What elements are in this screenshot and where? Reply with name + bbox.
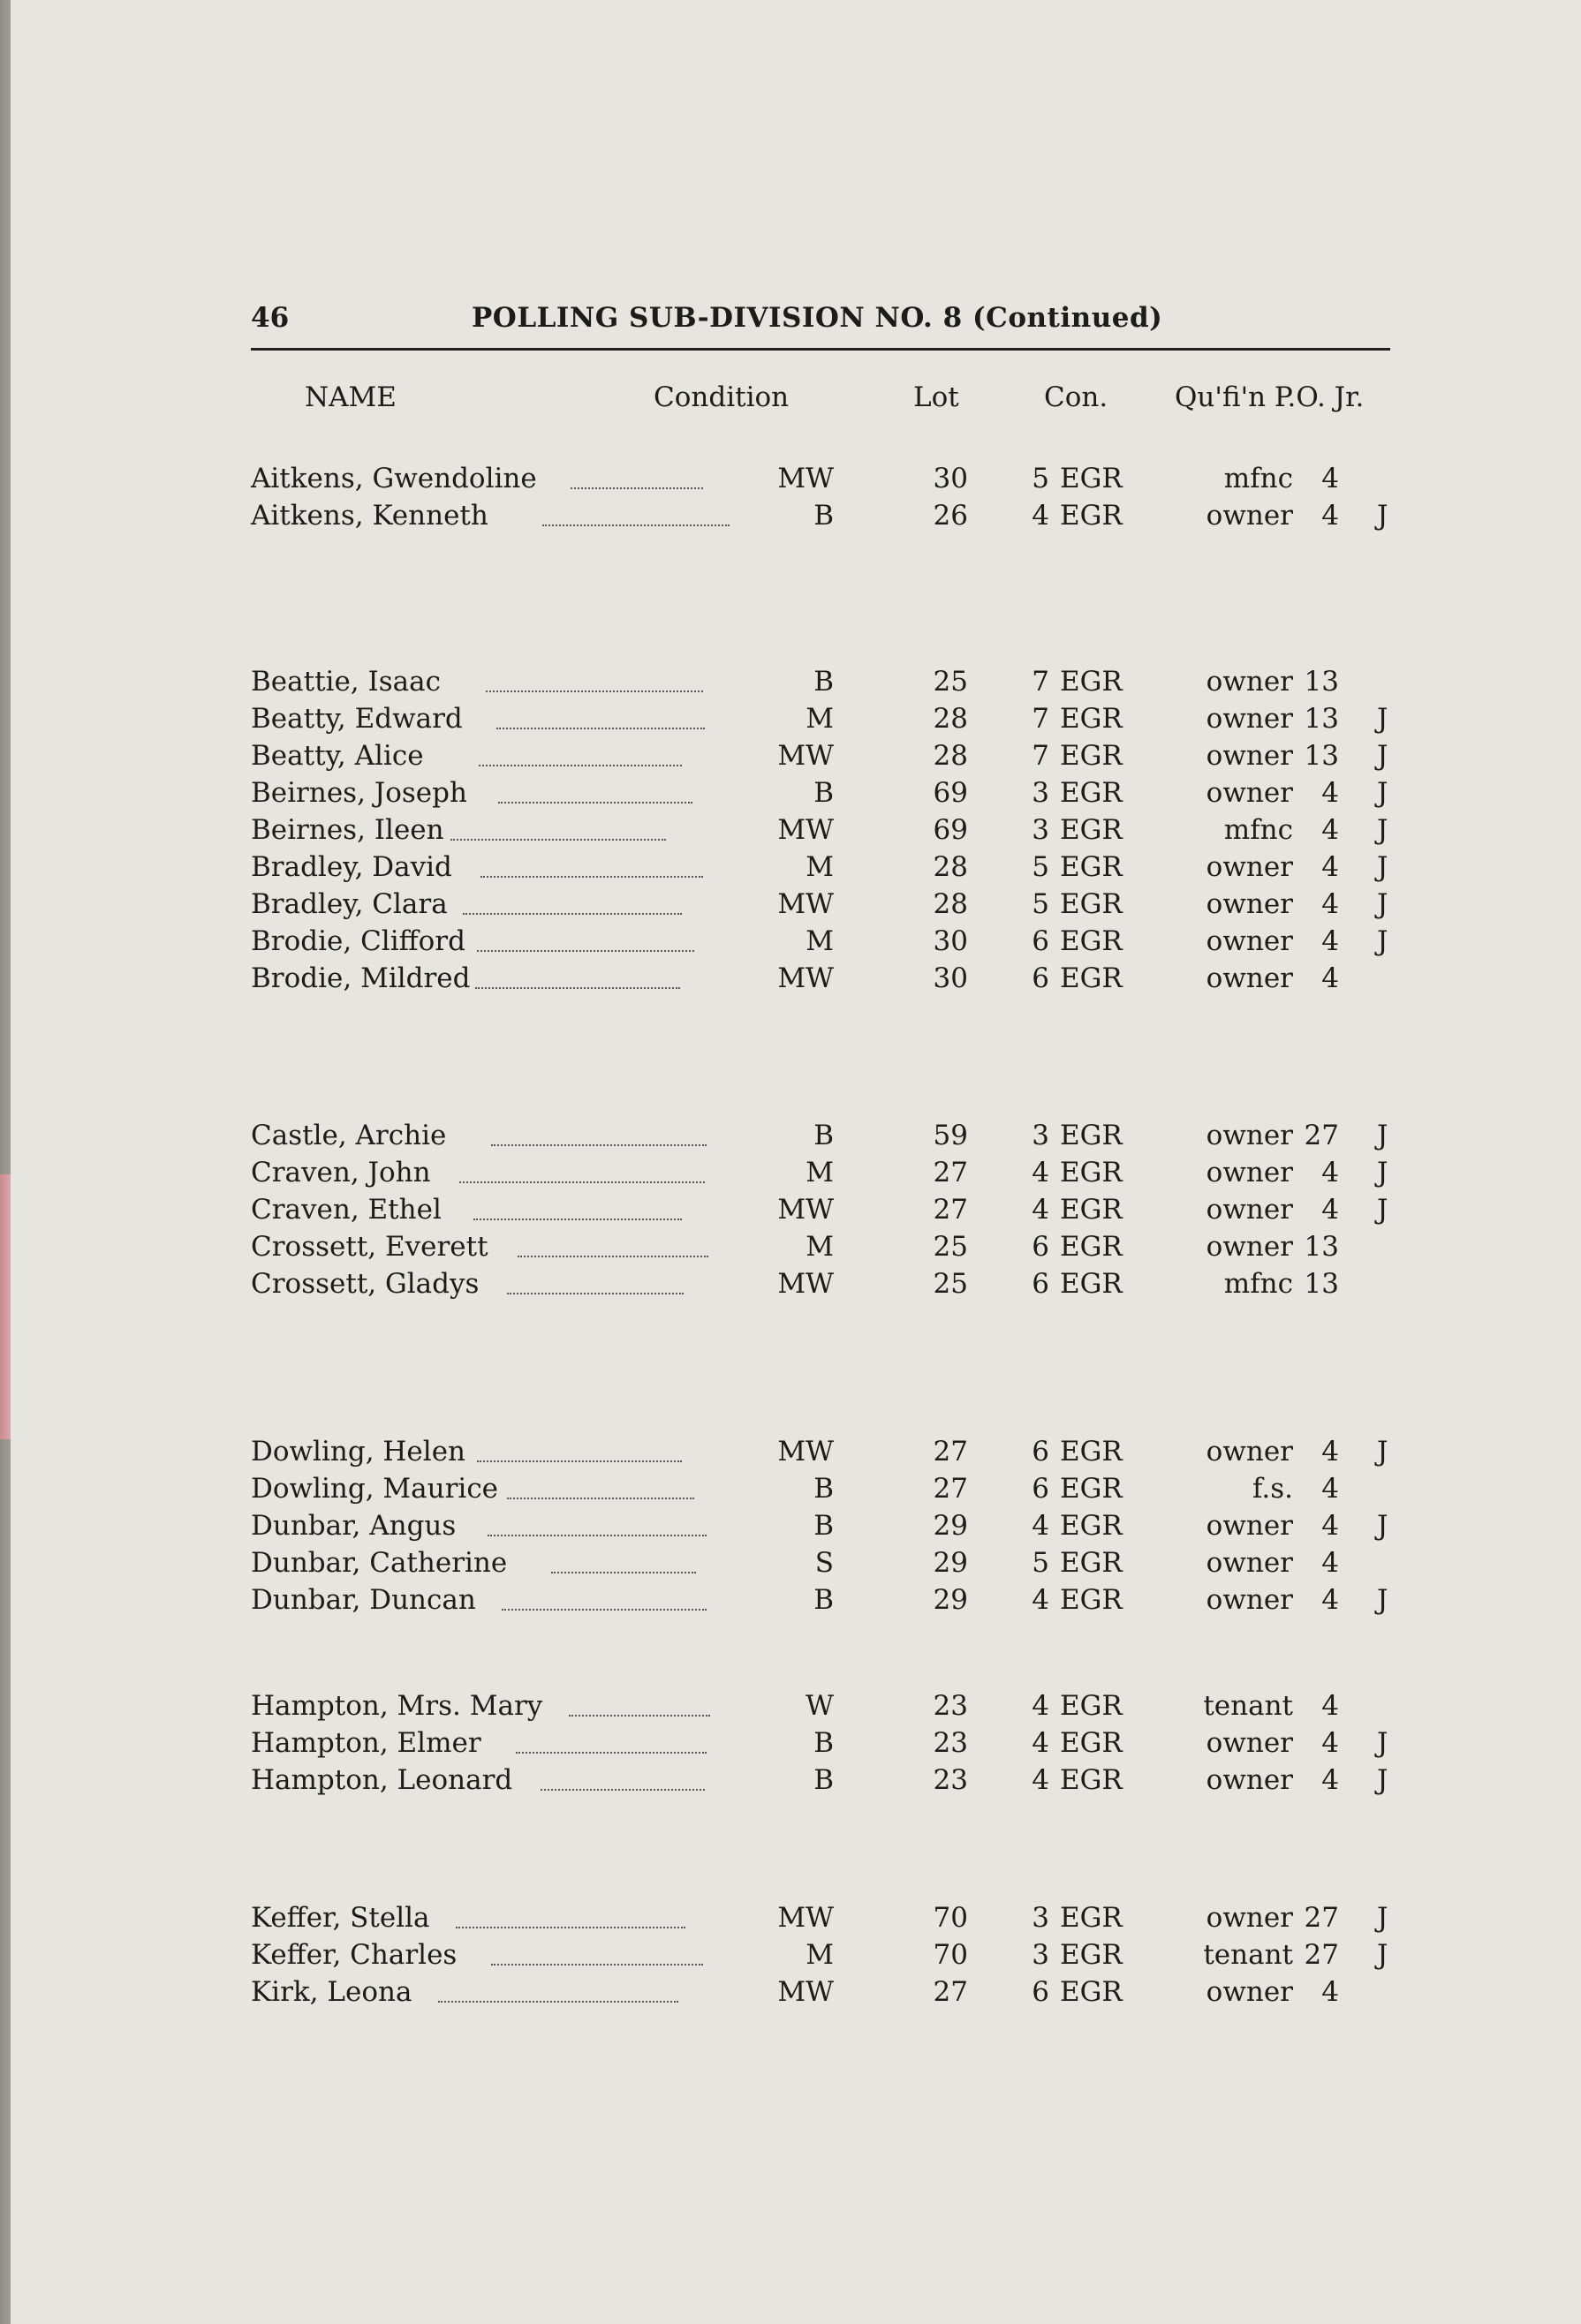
juror-cell: J (1377, 888, 1388, 920)
concession-number-cell: 6 (1032, 962, 1049, 994)
concession-number-cell: 4 (1032, 1690, 1049, 1722)
concession-cell: EGR (1060, 1727, 1123, 1759)
juror-cell: J (1377, 500, 1388, 532)
concession-number-cell: 6 (1032, 1976, 1049, 2008)
table-row (251, 1473, 1426, 1510)
table-row (251, 1690, 1426, 1727)
voter-name: Dowling, Maurice (251, 1473, 499, 1505)
table-row (251, 1436, 1426, 1473)
condition-cell: M (806, 703, 834, 735)
post-office-cell: 27 (1304, 1902, 1339, 1934)
condition-cell: B (813, 1584, 834, 1616)
lot-cell: 28 (933, 888, 968, 920)
condition-cell: B (813, 500, 834, 532)
table-row (251, 777, 1426, 814)
qualification-cell: owner (1206, 740, 1293, 772)
condition-cell: M (806, 1157, 834, 1188)
voter-name: Beatty, Edward (251, 703, 463, 735)
qualification-cell: tenant (1203, 1939, 1293, 1971)
lot-cell: 27 (933, 1976, 968, 2008)
concession-number-cell: 5 (1032, 888, 1049, 920)
juror-cell: J (1377, 1727, 1388, 1759)
table-row (251, 1194, 1426, 1231)
juror-cell: J (1377, 925, 1388, 957)
voter-name: Bradley, David (251, 851, 452, 883)
table-row (251, 925, 1426, 962)
table-row (251, 1268, 1426, 1305)
juror-cell: J (1377, 851, 1388, 883)
voter-name: Beattie, Isaac (251, 666, 441, 698)
dotted-leader (477, 950, 694, 952)
voter-name: Aitkens, Gwendoline (251, 463, 537, 494)
voter-name: Hampton, Mrs. Mary (251, 1690, 543, 1722)
lot-cell: 27 (933, 1194, 968, 1226)
lot-cell: 26 (933, 500, 968, 532)
juror-cell: J (1377, 1120, 1388, 1151)
table-row (251, 814, 1426, 851)
concession-cell: EGR (1060, 1902, 1123, 1934)
post-office-cell: 13 (1304, 666, 1339, 698)
concession-cell: EGR (1060, 814, 1123, 846)
juror-cell: J (1377, 1157, 1388, 1188)
lot-cell: 30 (933, 962, 968, 994)
juror-cell: J (1377, 1436, 1388, 1468)
condition-cell: B (813, 1727, 834, 1759)
lot-cell: 23 (933, 1764, 968, 1796)
table-row (251, 1231, 1426, 1268)
dotted-leader (518, 1256, 708, 1257)
qualification-cell: owner (1206, 1436, 1293, 1468)
qualification-cell: owner (1206, 1584, 1293, 1616)
qualification-cell: owner (1206, 962, 1293, 994)
condition-cell: M (806, 925, 834, 957)
voter-name: Dunbar, Duncan (251, 1584, 476, 1616)
condition-cell: B (813, 1120, 834, 1151)
post-office-cell: 4 (1321, 1976, 1339, 2008)
concession-cell: EGR (1060, 1547, 1123, 1579)
dotted-leader (502, 1609, 707, 1611)
voter-name: Beirnes, Joseph (251, 777, 467, 809)
dotted-leader (569, 1715, 710, 1717)
post-office-cell: 4 (1321, 463, 1339, 494)
condition-cell: B (813, 1764, 834, 1796)
condition-cell: B (813, 666, 834, 698)
qualification-cell: owner (1206, 666, 1293, 698)
condition-cell: MW (777, 1268, 834, 1300)
dotted-leader (491, 1144, 707, 1146)
voter-name: Bradley, Clara (251, 888, 448, 920)
juror-cell: J (1377, 1764, 1388, 1796)
condition-cell: MW (777, 740, 834, 772)
condition-cell: M (806, 1231, 834, 1263)
condition-cell: S (814, 1547, 834, 1579)
table-row (251, 1976, 1426, 2013)
qualification-cell: owner (1206, 500, 1293, 532)
qualification-cell: owner (1206, 1547, 1293, 1579)
juror-cell: J (1377, 1902, 1388, 1934)
post-office-cell: 4 (1321, 1436, 1339, 1468)
voter-name: Brodie, Mildred (251, 962, 471, 994)
dotted-leader (475, 987, 680, 989)
lot-cell: 70 (933, 1939, 968, 1971)
lot-cell: 27 (933, 1473, 968, 1505)
concession-cell: EGR (1060, 1436, 1123, 1468)
lot-cell: 25 (933, 1231, 968, 1263)
concession-cell: EGR (1060, 703, 1123, 735)
dotted-leader (477, 1460, 682, 1462)
post-office-cell: 4 (1321, 1584, 1339, 1616)
concession-number-cell: 6 (1032, 1436, 1049, 1468)
post-office-cell: 13 (1304, 703, 1339, 735)
lot-cell: 25 (933, 666, 968, 698)
post-office-cell: 4 (1321, 814, 1339, 846)
concession-cell: EGR (1060, 1120, 1123, 1151)
table-row (251, 1157, 1426, 1194)
condition-cell: MW (777, 814, 834, 846)
qualification-cell: owner (1206, 925, 1293, 957)
concession-cell: EGR (1060, 1976, 1123, 2008)
concession-number-cell: 5 (1032, 463, 1049, 494)
post-office-cell: 4 (1321, 1157, 1339, 1188)
post-office-cell: 4 (1321, 888, 1339, 920)
qualification-cell: owner (1206, 888, 1293, 920)
qualification-cell: tenant (1203, 1690, 1293, 1722)
qualification-cell: owner (1206, 1231, 1293, 1263)
voter-name: Brodie, Clifford (251, 925, 465, 957)
table-row (251, 1547, 1426, 1584)
post-office-cell: 13 (1304, 740, 1339, 772)
concession-number-cell: 4 (1032, 1157, 1049, 1188)
dotted-leader (456, 1927, 685, 1928)
post-office-cell: 4 (1321, 500, 1339, 532)
qualification-cell: owner (1206, 1157, 1293, 1188)
qualification-cell: owner (1206, 703, 1293, 735)
lot-cell: 28 (933, 703, 968, 735)
lot-cell: 27 (933, 1157, 968, 1188)
concession-cell: EGR (1060, 1194, 1123, 1226)
lot-cell: 28 (933, 740, 968, 772)
dotted-leader (480, 876, 703, 878)
dotted-leader (571, 487, 703, 489)
dotted-leader (496, 728, 705, 729)
concession-number-cell: 4 (1032, 1584, 1049, 1616)
concession-cell: EGR (1060, 1764, 1123, 1796)
concession-cell: EGR (1060, 1939, 1123, 1971)
concession-cell: EGR (1060, 463, 1123, 494)
dotted-leader (438, 2001, 678, 2003)
concession-cell: EGR (1060, 1473, 1123, 1505)
condition-cell: MW (777, 1976, 834, 2008)
column-header-condition: Condition (654, 381, 790, 413)
concession-cell: EGR (1060, 925, 1123, 957)
lot-cell: 23 (933, 1690, 968, 1722)
lot-cell: 28 (933, 851, 968, 883)
post-office-cell: 4 (1321, 1473, 1339, 1505)
table-row (251, 740, 1426, 777)
concession-number-cell: 6 (1032, 1231, 1049, 1263)
concession-number-cell: 3 (1032, 814, 1049, 846)
qualification-cell: mfnc (1223, 463, 1293, 494)
lot-cell: 59 (933, 1120, 968, 1151)
condition-cell: M (806, 1939, 834, 1971)
condition-cell: MW (777, 1436, 834, 1468)
dotted-leader (491, 1964, 703, 1966)
condition-cell: M (806, 851, 834, 883)
table-row (251, 500, 1426, 537)
concession-number-cell: 3 (1032, 777, 1049, 809)
concession-cell: EGR (1060, 888, 1123, 920)
voter-name: Hampton, Leonard (251, 1764, 513, 1796)
lot-cell: 29 (933, 1510, 968, 1542)
lot-cell: 30 (933, 925, 968, 957)
juror-cell: J (1377, 1510, 1388, 1542)
concession-number-cell: 3 (1032, 1939, 1049, 1971)
qualification-cell: mfnc (1223, 814, 1293, 846)
concession-number-cell: 3 (1032, 1120, 1049, 1151)
voter-name: Keffer, Charles (251, 1939, 458, 1971)
condition-cell: MW (777, 962, 834, 994)
column-header-con: Con. (1044, 381, 1108, 413)
juror-cell: J (1377, 1584, 1388, 1616)
post-office-cell: 4 (1321, 925, 1339, 957)
lot-cell: 29 (933, 1584, 968, 1616)
concession-cell: EGR (1060, 851, 1123, 883)
lot-cell: 23 (933, 1727, 968, 1759)
concession-number-cell: 5 (1032, 1547, 1049, 1579)
concession-number-cell: 4 (1032, 500, 1049, 532)
dotted-leader (459, 1181, 705, 1183)
concession-cell: EGR (1060, 1690, 1123, 1722)
concession-number-cell: 6 (1032, 1268, 1049, 1300)
table-row (251, 1764, 1426, 1801)
voter-name: Beatty, Alice (251, 740, 424, 772)
juror-cell: J (1377, 814, 1388, 846)
qualification-cell: owner (1206, 851, 1293, 883)
dotted-leader (498, 802, 692, 804)
dotted-leader (488, 1535, 707, 1536)
column-header-qualification-po-jr: Qu'fi'n P.O. Jr. (1175, 381, 1365, 413)
concession-number-cell: 4 (1032, 1510, 1049, 1542)
post-office-cell: 4 (1321, 1727, 1339, 1759)
post-office-cell: 4 (1321, 1194, 1339, 1226)
condition-cell: W (806, 1690, 834, 1722)
condition-cell: MW (777, 1194, 834, 1226)
page-number: 46 (251, 302, 290, 334)
dotted-leader (463, 913, 682, 915)
table-row (251, 1902, 1426, 1939)
concession-cell: EGR (1060, 740, 1123, 772)
condition-cell: MW (777, 463, 834, 494)
dotted-leader (507, 1293, 684, 1294)
juror-cell: J (1377, 740, 1388, 772)
concession-number-cell: 7 (1032, 666, 1049, 698)
lot-cell: 27 (933, 1436, 968, 1468)
dotted-leader (473, 1219, 682, 1220)
juror-cell: J (1377, 703, 1388, 735)
qualification-cell: f.s. (1252, 1473, 1293, 1505)
voter-name: Kirk, Leona (251, 1976, 412, 2008)
voter-name: Hampton, Elmer (251, 1727, 481, 1759)
post-office-cell: 4 (1321, 1510, 1339, 1542)
voter-name: Beirnes, Ileen (251, 814, 444, 846)
qualification-cell: owner (1206, 1510, 1293, 1542)
qualification-cell: owner (1206, 1764, 1293, 1796)
table-row (251, 703, 1426, 740)
dotted-leader (507, 1498, 694, 1499)
qualification-cell: owner (1206, 1727, 1293, 1759)
concession-cell: EGR (1060, 1584, 1123, 1616)
juror-cell: J (1377, 1939, 1388, 1971)
table-row (251, 1120, 1426, 1157)
qualification-cell: owner (1206, 777, 1293, 809)
dotted-leader (516, 1752, 707, 1754)
lot-cell: 69 (933, 814, 968, 846)
voter-name: Craven, John (251, 1157, 431, 1188)
voter-name: Craven, Ethel (251, 1194, 442, 1226)
dotted-leader (450, 839, 666, 841)
juror-cell: J (1377, 1194, 1388, 1226)
post-office-cell: 4 (1321, 1690, 1339, 1722)
post-office-cell: 13 (1304, 1268, 1339, 1300)
post-office-cell: 27 (1304, 1939, 1339, 1971)
concession-cell: EGR (1060, 1510, 1123, 1542)
table-row (251, 1510, 1426, 1547)
condition-cell: B (813, 1473, 834, 1505)
concession-number-cell: 3 (1032, 1902, 1049, 1934)
lot-cell: 70 (933, 1902, 968, 1934)
post-office-cell: 4 (1321, 777, 1339, 809)
voter-name: Keffer, Stella (251, 1902, 430, 1934)
concession-cell: EGR (1060, 500, 1123, 532)
voter-name: Crossett, Gladys (251, 1268, 480, 1300)
concession-cell: EGR (1060, 777, 1123, 809)
voter-name: Crossett, Everett (251, 1231, 488, 1263)
condition-cell: B (813, 777, 834, 809)
qualification-cell: owner (1206, 1120, 1293, 1151)
post-office-cell: 4 (1321, 1764, 1339, 1796)
concession-number-cell: 4 (1032, 1764, 1049, 1796)
concession-number-cell: 6 (1032, 1473, 1049, 1505)
voter-name: Aitkens, Kenneth (251, 500, 488, 532)
page-header (251, 298, 1390, 351)
voter-name: Castle, Archie (251, 1120, 447, 1151)
voter-name: Dunbar, Catherine (251, 1547, 508, 1579)
dotted-leader (541, 1789, 705, 1791)
concession-number-cell: 7 (1032, 703, 1049, 735)
condition-cell: MW (777, 888, 834, 920)
voter-name: Dowling, Helen (251, 1436, 466, 1468)
concession-cell: EGR (1060, 962, 1123, 994)
lot-cell: 29 (933, 1547, 968, 1579)
table-row (251, 463, 1426, 500)
voter-name: Dunbar, Angus (251, 1510, 457, 1542)
post-office-cell: 4 (1321, 1547, 1339, 1579)
table-row (251, 962, 1426, 1000)
dotted-leader (542, 524, 730, 526)
table-row (251, 888, 1426, 925)
post-office-cell: 27 (1304, 1120, 1339, 1151)
qualification-cell: owner (1206, 1194, 1293, 1226)
concession-cell: EGR (1060, 1268, 1123, 1300)
table-row (251, 666, 1426, 703)
lot-cell: 30 (933, 463, 968, 494)
table-row (251, 1584, 1426, 1621)
concession-cell: EGR (1060, 1157, 1123, 1188)
concession-number-cell: 6 (1032, 925, 1049, 957)
post-office-cell: 13 (1304, 1231, 1339, 1263)
dotted-leader (479, 765, 682, 766)
document-page (11, 0, 1581, 2324)
table-row (251, 851, 1426, 888)
qualification-cell: mfnc (1223, 1268, 1293, 1300)
concession-number-cell: 4 (1032, 1194, 1049, 1226)
dotted-leader (486, 690, 703, 692)
page-title: POLLING SUB-DIVISION NO. 8 (Continued) (472, 302, 1163, 334)
post-office-cell: 4 (1321, 851, 1339, 883)
condition-cell: B (813, 1510, 834, 1542)
dotted-leader (551, 1572, 696, 1573)
qualification-cell: owner (1206, 1976, 1293, 2008)
condition-cell: MW (777, 1902, 834, 1934)
table-row (251, 1727, 1426, 1764)
concession-cell: EGR (1060, 666, 1123, 698)
post-office-cell: 4 (1321, 962, 1339, 994)
lot-cell: 69 (933, 777, 968, 809)
concession-number-cell: 5 (1032, 851, 1049, 883)
column-header-name: NAME (305, 381, 397, 413)
juror-cell: J (1377, 777, 1388, 809)
concession-number-cell: 4 (1032, 1727, 1049, 1759)
column-header-lot: Lot (913, 381, 959, 413)
qualification-cell: owner (1206, 1902, 1293, 1934)
lot-cell: 25 (933, 1268, 968, 1300)
table-row (251, 1939, 1426, 1976)
concession-number-cell: 7 (1032, 740, 1049, 772)
concession-cell: EGR (1060, 1231, 1123, 1263)
